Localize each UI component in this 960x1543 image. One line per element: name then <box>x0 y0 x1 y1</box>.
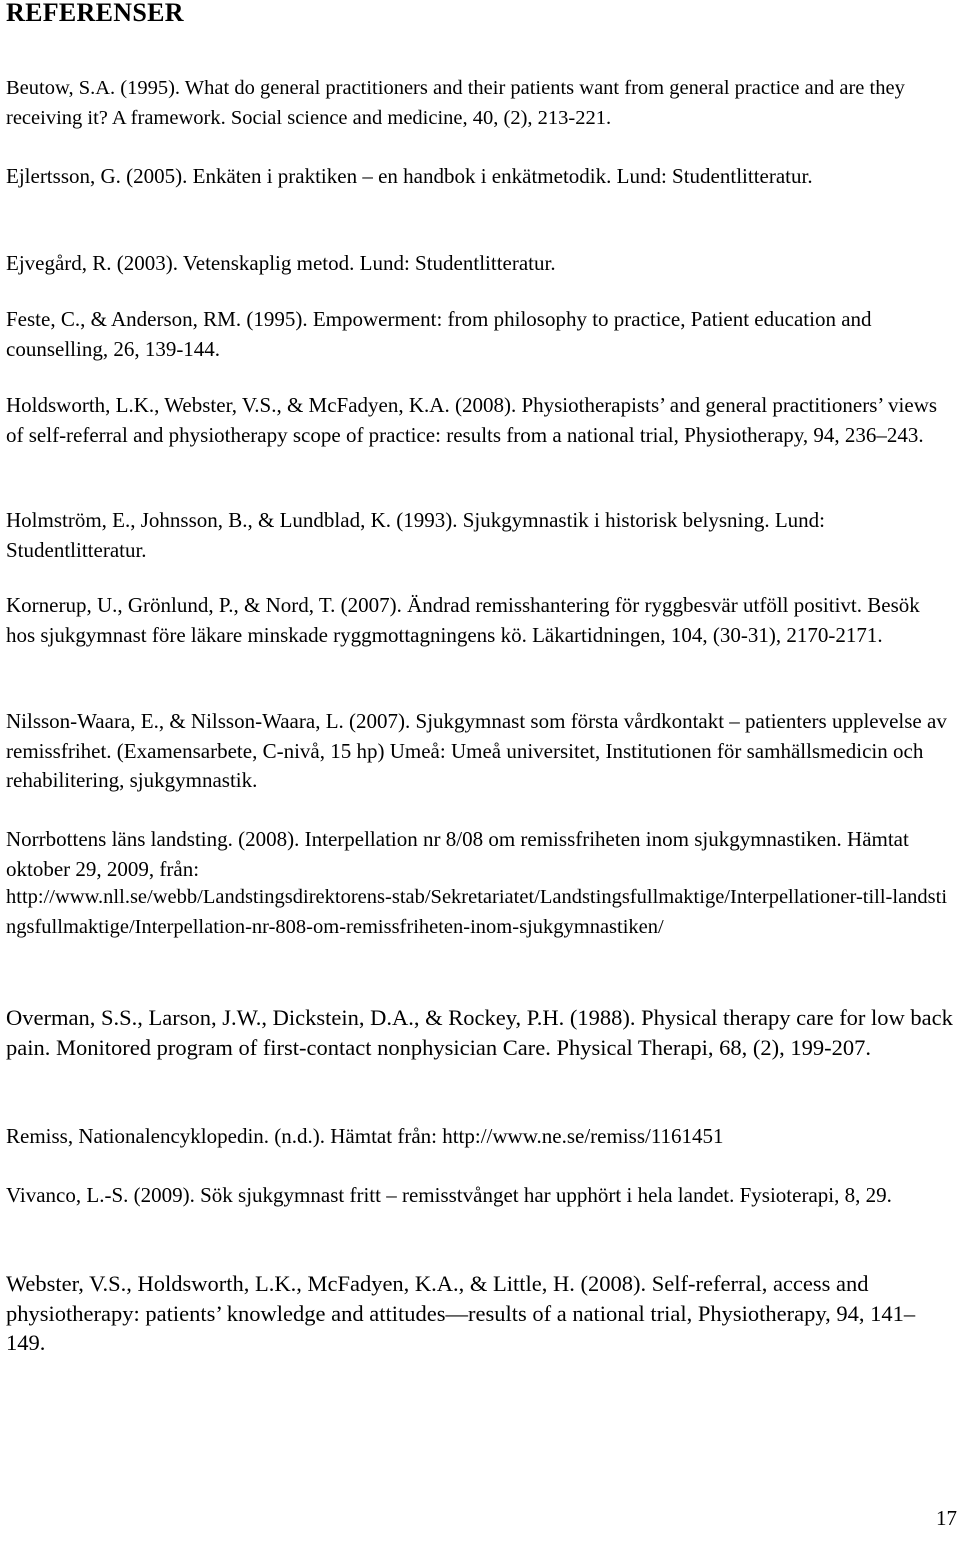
references-heading: REFERENSER <box>6 0 184 27</box>
reference-norrbottens: Norrbottens läns landsting. (2008). Interpellation nr 8/08 om remissfriheten inom sjukgymnastiken. Hämtat oktober 29, 2009, från: <box>6 827 909 881</box>
reference-beutow: Beutow, S.A. (1995). What do general practitioners and their patients want from general practice and are they receiving it? A framework. Social science and medicine, 40, (2), 213-221. <box>6 77 905 129</box>
reference-kornerup: Kornerup, U., Grönlund, P., & Nord, T. (2007). Ändrad remisshantering för ryggbesvär utföll positivt. Besök hos sjukgymnast före läkare minskade ryggmottagningens kö. Läkartidningen, 104, (30-31), 2170-2171. <box>6 593 920 647</box>
reference-overman: Overman, S.S., Larson, J.W., Dickstein, D.A., & Rockey, P.H. (1988). Physical therapy care for low back pain. Monitored program of first-contact nonphysician Care. Physical Therapi, 68, (2), 199-207. <box>6 1005 953 1060</box>
reference-holmstrom: Holmström, E., Johnsson, B., & Lundblad, K. (1993). Sjukgymnastik i historisk belysning. Lund: Studentlitteratur. <box>6 508 825 562</box>
reference-vivanco: Vivanco, L.-S. (2009). Sök sjukgymnast fritt – remisstvånget har upphört i hela landet. Fysioterapi, 8, 29. <box>6 1183 892 1207</box>
reference-ejvegard: Ejvegård, R. (2003). Vetenskaplig metod. Lund: Studentlitteratur. <box>6 251 556 275</box>
reference-norrbottens-url[interactable]: http://www.nll.se/webb/Landstingsdirektorens-stab/Sekretariatet/Landstingsfullmaktige/Interpellationer-till-landstingsfullmaktige/Interpellation-nr-808-om-remissfriheten-inom-sjukgymnastiken/ <box>6 886 948 938</box>
reference-holdsworth: Holdsworth, L.K., Webster, V.S., & McFadyen, K.A. (2008). Physiotherapists’ and general practitioners’ views of self-referral and physiotherapy scope of practice: results from a national trial, Physiotherapy, 94, 236–243. <box>6 393 938 447</box>
reference-ejlertsson: Ejlertsson, G. (2005). Enkäten i praktiken – en handbok i enkätmetodik. Lund: Studentlitteratur. <box>6 164 813 188</box>
reference-list <box>6 74 954 1359</box>
reference-feste: Feste, C., & Anderson, RM. (1995). Empowerment: from philosophy to practice, Patient education and counselling, 26, 139-144. <box>6 307 872 361</box>
page-number: 17 <box>936 1506 957 1530</box>
reference-remiss: Remiss, Nationalencyklopedin. (n.d.). Hämtat från: http://www.ne.se/remiss/1161451 <box>6 1124 724 1148</box>
reference-nilsson-waara: Nilsson-Waara, E., & Nilsson-Waara, L. (2007). Sjukgymnast som första vårdkontakt – patienters upplevelse av remissfrihet. (Examensarbete, C-nivå, 15 hp) Umeå: Umeå universitet, Institutionen för samhällsmedicin och rehabilitering, sjukgymnastik. <box>6 709 947 792</box>
reference-webster: Webster, V.S., Holdsworth, L.K., McFadyen, K.A., & Little, H. (2008). Self-referral, access and physiotherapy: patients’ knowledge and attitudes—results of a national trial, Physiotherapy, 94, 141–149. <box>6 1271 916 1355</box>
